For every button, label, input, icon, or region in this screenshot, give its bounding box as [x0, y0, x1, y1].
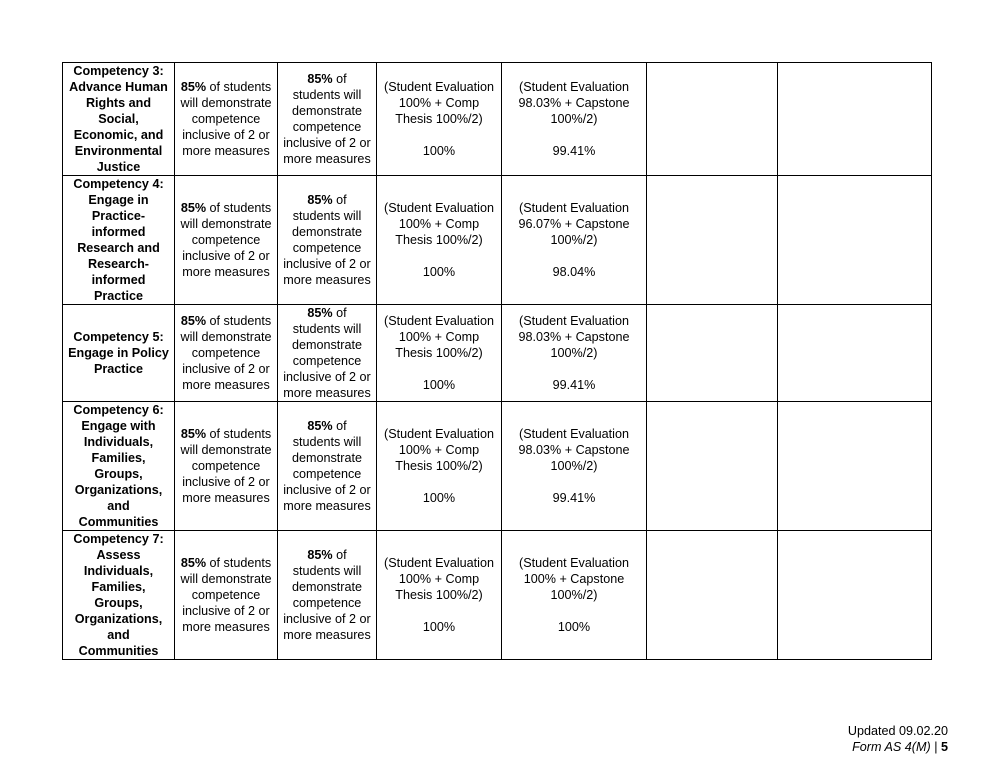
result-total: 100%: [422, 265, 456, 279]
empty-cell: [778, 63, 932, 176]
target-text: demonstrate: [291, 104, 362, 118]
table-row: [63, 531, 932, 660]
target-text: students will: [292, 435, 362, 449]
target-text: competence: [292, 354, 362, 368]
target-text: inclusive of 2 or: [182, 475, 270, 489]
target-text: will demonstrate: [180, 217, 272, 231]
target-text: will demonstrate: [180, 572, 272, 586]
competency-line: Families,: [91, 451, 146, 465]
target-text: more measures: [182, 265, 270, 279]
competency-line: Communities: [78, 644, 159, 658]
result-cell-a: [377, 531, 502, 660]
empty-cell: [778, 305, 932, 402]
result-total: 99.41%: [552, 144, 596, 158]
competency-line: informed: [91, 273, 146, 287]
result-cell-a: [377, 305, 502, 402]
table-row: [63, 402, 932, 531]
result-total: 100%: [422, 491, 456, 505]
target-text: more measures: [283, 628, 371, 642]
competency-line: Environmental: [74, 144, 163, 158]
result-text: 98.03% + Capstone: [518, 96, 630, 110]
target-text: competence: [191, 233, 261, 247]
target-percent: 85%: [180, 427, 207, 441]
target-text: of: [332, 419, 347, 433]
empty-cell: [778, 531, 932, 660]
target-cell-b: [278, 63, 377, 176]
page-footer: [848, 723, 948, 755]
result-text: (Student Evaluation: [384, 427, 494, 441]
result-text: (Student Evaluation: [519, 427, 629, 441]
competency-assessment-table: [62, 62, 932, 660]
competency-line: Engage with: [81, 419, 156, 433]
target-cell-b: [278, 531, 377, 660]
empty-cell: [647, 176, 778, 305]
target-text: students will: [292, 209, 362, 223]
competency-line: Competency 3:: [73, 64, 164, 78]
page-number: 5: [940, 740, 948, 754]
result-text: (Student Evaluation: [384, 556, 494, 570]
result-cell-a: [377, 63, 502, 176]
competency-line: Justice: [96, 160, 141, 174]
result-text: Thesis 100%/2): [395, 588, 483, 602]
form-id: Form AS 4(M): [852, 740, 931, 754]
target-cell-a: [175, 531, 278, 660]
competency-line: Competency 6:: [73, 403, 164, 417]
target-text: inclusive of 2 or: [283, 612, 371, 626]
result-text: (Student Evaluation: [384, 80, 494, 94]
result-text: 100% + Comp: [398, 330, 480, 344]
target-text: more measures: [283, 499, 371, 513]
competency-line: Social,: [98, 112, 139, 126]
result-total: 100%: [422, 620, 456, 634]
competency-line: Organizations,: [74, 483, 163, 497]
competency-line: Competency 4:: [73, 177, 164, 191]
target-text: inclusive of 2 or: [182, 362, 270, 376]
target-cell-b: [278, 402, 377, 531]
result-cell-b: [502, 305, 647, 402]
competency-line: Groups,: [94, 596, 143, 610]
target-text: students will: [292, 322, 362, 336]
result-cell-a: [377, 176, 502, 305]
result-cell-a: [377, 402, 502, 531]
competency-cell: [63, 63, 175, 176]
target-percent: 85%: [307, 193, 333, 207]
target-percent: 85%: [307, 306, 333, 320]
competency-cell: [63, 176, 175, 305]
competency-line: informed: [91, 225, 146, 239]
target-text: of: [332, 306, 347, 320]
empty-cell: [647, 531, 778, 660]
result-total: 100%: [422, 378, 456, 392]
result-total: 98.04%: [552, 265, 596, 279]
target-text: of: [332, 72, 347, 86]
competency-line: Practice: [93, 289, 143, 303]
target-cell-b: [278, 305, 377, 402]
result-text: Thesis 100%/2): [395, 459, 483, 473]
target-text: inclusive of 2 or: [283, 136, 371, 150]
competency-line: Communities: [78, 515, 159, 529]
target-text: competence: [191, 459, 261, 473]
updated-date: Updated 09.02.20: [847, 724, 948, 738]
target-text: inclusive of 2 or: [283, 370, 371, 384]
result-text: (Student Evaluation: [519, 201, 629, 215]
target-percent: 85%: [307, 419, 333, 433]
result-total: 99.41%: [552, 491, 596, 505]
competency-line: Practice: [93, 362, 143, 376]
competency-line: Rights and: [85, 96, 152, 110]
competency-cell: [63, 531, 175, 660]
result-cell-b: [502, 402, 647, 531]
target-text: students will: [292, 564, 362, 578]
target-percent: 85%: [180, 201, 207, 215]
result-text: 100%/2): [550, 588, 598, 602]
competency-line: Advance Human: [69, 80, 168, 94]
result-text: 100% + Comp: [398, 96, 480, 110]
competency-line: Individuals,: [83, 564, 154, 578]
result-text: 100%/2): [550, 112, 598, 126]
target-text: competence: [191, 346, 261, 360]
result-text: 100%/2): [550, 459, 598, 473]
result-text: (Student Evaluation: [384, 314, 494, 328]
target-text: more measures: [182, 378, 270, 392]
table-row: [63, 63, 932, 176]
target-text: demonstrate: [291, 451, 362, 465]
target-percent: 85%: [180, 556, 207, 570]
result-text: (Student Evaluation: [384, 201, 494, 215]
result-total: 99.41%: [552, 378, 596, 392]
result-cell-b: [502, 63, 647, 176]
competency-line: Competency 7:: [73, 532, 164, 546]
target-text: competence: [292, 596, 362, 610]
target-text: more measures: [283, 273, 371, 287]
target-text: demonstrate: [291, 225, 362, 239]
competency-line: Organizations,: [74, 612, 163, 626]
target-cell-a: [175, 63, 278, 176]
result-text: 100% + Comp: [398, 443, 480, 457]
table-row: [63, 305, 932, 402]
result-text: 100%/2): [550, 346, 598, 360]
result-text: (Student Evaluation: [519, 314, 629, 328]
competency-line: Groups,: [94, 467, 143, 481]
result-cell-b: [502, 176, 647, 305]
competency-line: Individuals,: [83, 435, 154, 449]
competency-cell: [63, 305, 175, 402]
target-text: more measures: [182, 144, 270, 158]
result-text: 96.07% + Capstone: [518, 217, 630, 231]
competency-line: Families,: [91, 580, 146, 594]
competency-line: Research-: [88, 257, 149, 271]
target-text: of students: [206, 314, 272, 328]
result-text: Thesis 100%/2): [395, 112, 483, 126]
target-text: competence: [292, 241, 362, 255]
competency-line: Practice-: [91, 209, 146, 223]
competency-line: Assess: [96, 548, 141, 562]
target-text: demonstrate: [291, 338, 362, 352]
target-text: more measures: [283, 152, 371, 166]
target-text: competence: [191, 588, 261, 602]
target-percent: 85%: [180, 80, 207, 94]
footer-separator: |: [930, 740, 941, 754]
result-text: 98.03% + Capstone: [518, 443, 630, 457]
target-percent: 85%: [307, 72, 333, 86]
target-text: will demonstrate: [180, 330, 272, 344]
competency-line: Research and: [77, 241, 160, 255]
result-text: 100% + Comp: [398, 572, 480, 586]
target-cell-a: [175, 402, 278, 531]
empty-cell: [778, 176, 932, 305]
result-total: 100%: [422, 144, 456, 158]
empty-cell: [778, 402, 932, 531]
target-text: inclusive of 2 or: [182, 249, 270, 263]
target-text: of students: [206, 201, 272, 215]
competency-line: and: [107, 499, 130, 513]
target-text: more measures: [182, 620, 270, 634]
competency-line: Competency 5:: [73, 330, 164, 344]
target-text: of: [332, 548, 347, 562]
target-text: of students: [206, 427, 272, 441]
result-text: 100%/2): [550, 233, 598, 247]
target-text: of students: [206, 80, 272, 94]
target-text: competence: [292, 120, 362, 134]
target-cell-b: [278, 176, 377, 305]
target-text: inclusive of 2 or: [182, 604, 270, 618]
result-text: 100% + Comp: [398, 217, 480, 231]
result-text: Thesis 100%/2): [395, 346, 483, 360]
result-total: 100%: [557, 620, 591, 634]
table-row: [63, 176, 932, 305]
target-text: inclusive of 2 or: [283, 257, 371, 271]
empty-cell: [647, 305, 778, 402]
empty-cell: [647, 63, 778, 176]
competency-line: Engage in: [88, 193, 149, 207]
competency-line: Economic, and: [73, 128, 164, 142]
target-text: demonstrate: [291, 580, 362, 594]
result-text: 100% + Capstone: [523, 572, 625, 586]
empty-cell: [647, 402, 778, 531]
target-text: more measures: [283, 386, 371, 400]
result-text: (Student Evaluation: [519, 556, 629, 570]
target-cell-a: [175, 305, 278, 402]
target-text: inclusive of 2 or: [283, 483, 371, 497]
result-text: (Student Evaluation: [519, 80, 629, 94]
target-percent: 85%: [180, 314, 207, 328]
target-text: will demonstrate: [180, 443, 272, 457]
target-text: students will: [292, 88, 362, 102]
result-text: 98.03% + Capstone: [518, 330, 630, 344]
target-cell-a: [175, 176, 278, 305]
target-text: of students: [206, 556, 272, 570]
target-text: will demonstrate: [180, 96, 272, 110]
target-percent: 85%: [307, 548, 333, 562]
target-text: of: [332, 193, 347, 207]
target-text: competence: [191, 112, 261, 126]
target-text: competence: [292, 467, 362, 481]
result-cell-b: [502, 531, 647, 660]
target-text: more measures: [182, 491, 270, 505]
competency-line: Engage in Policy: [68, 346, 169, 360]
target-text: inclusive of 2 or: [182, 128, 270, 142]
competency-cell: [63, 402, 175, 531]
result-text: Thesis 100%/2): [395, 233, 483, 247]
competency-line: and: [107, 628, 130, 642]
